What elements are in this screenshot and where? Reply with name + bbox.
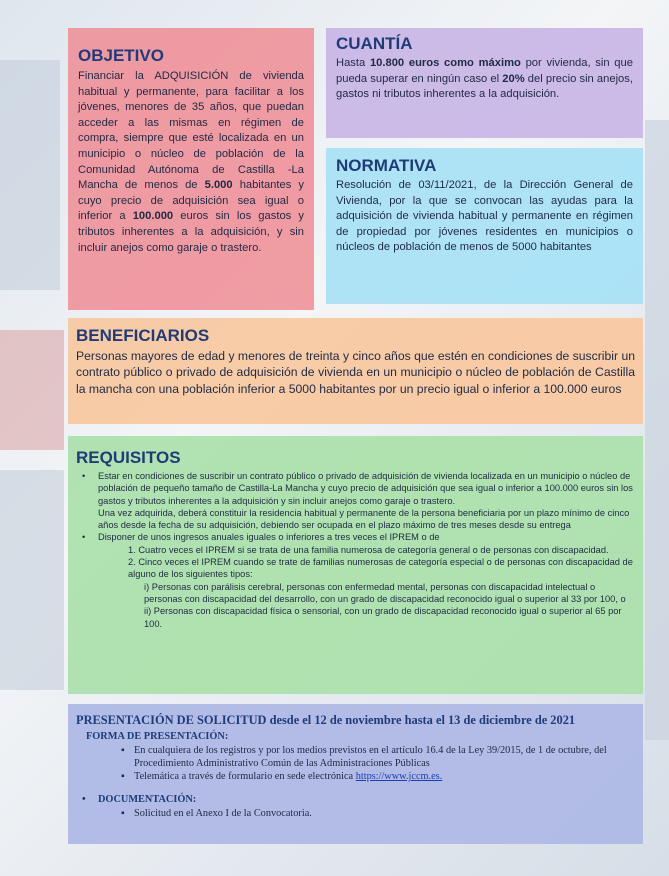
sede-electronica-link[interactable]: https://www.jccm.es. [355, 771, 443, 783]
cuantia-section [326, 28, 643, 138]
beneficiarios-title: BENEFICIARIOS [76, 326, 210, 345]
forma-label: FORMA DE PRESENTACIÓN: [86, 731, 229, 742]
presentacion-section [68, 704, 643, 844]
list-item: ▪ Telemática a través de formulario en sede electrónica https://www.jccm.es. [76, 770, 635, 783]
requisitos-section [68, 436, 643, 694]
documentacion-list [76, 807, 635, 820]
documentacion-label: • DOCUMENTACIÓN: [76, 794, 635, 805]
objetivo-text: Financiar la ADQUISICIÓN de vivienda habitual y permanente, para facilitar a los jóvenes, menores de 35 años, que puedan acceder a las mismas en régimen de compra, siempre que esté localizada en un municipio o núcleo de población de la Comunidad Autónoma de Castilla -La Mancha de menos de 5.000 habitantes y cuyo precio de adquisición sea igual o inferior a 100.000 euros sin los gastos y tributos inherentes a la adquisición, y sin incluir anejos como garaje o trastero. [78, 70, 304, 254]
normativa-title: NORMATIVA [336, 156, 437, 175]
requisitos-title: REQUISITOS [76, 448, 181, 467]
house-shape-decor [0, 470, 64, 690]
list-item: ▪ Solicitud en el Anexo I de la Convocatoria. [76, 807, 635, 820]
house-shape-decor [0, 330, 64, 450]
requisitos-list [76, 470, 635, 630]
forma-list [76, 744, 635, 784]
house-shape-decor [645, 120, 669, 740]
normativa-text: Resolución de 03/11/2021, de la Dirección General de Vivienda, por la que se convocan las ayudas para la adquisición de vivienda habitual y permanente en régimen de propiedad por jóvenes residentes en municipios o núcleos de población de menos de 5000 habitantes [336, 179, 633, 254]
presentacion-title: PRESENTACIÓN DE SOLICITUD desde el 12 de noviembre hasta el 13 de diciembre de 2021 [76, 713, 576, 727]
objetivo-section [68, 28, 314, 310]
list-item: ▪ En cualquiera de los registros y por los medios previstos en el artículo 16.4 de la Ley 39/2015, de 1 de octubre, del Procedimiento Administrativo Común de las Administraciones Públicas [76, 744, 635, 770]
cuantia-text: Hasta 10.800 euros como máximo por vivienda, sin que pueda superar en ningún caso el 20% del precio sin anejos, gastos ni tributos inherentes a la adquisición. [336, 57, 633, 101]
list-item: • Estar en condiciones de suscribir un contrato público o privado de adquisición de vivienda localizada en un municipio o núcleo de población de pequeño tamaño de Castilla-La Mancha y cuyo precio de adquisición que sea igual o inferior a 100.000 euros sin los gastos y tributos inherentes a la adquisición y sin incluir anejos como garaje o trastero. Una vez adquirida, deberá constituir la residencia habitual y permanente de la persona beneficiaria por un plazo mínimo de cinco años desde la fecha de su adquisición, debiendo ser ocupada en el plazo máximo de tres meses desde su entrega [76, 470, 635, 531]
objetivo-title: OBJETIVO [78, 46, 164, 65]
beneficiarios-section [68, 318, 643, 424]
sub-item: i) Personas con parálisis cerebral, personas con enfermedad mental, personas con discapacidad intelectual o personas con discapacidad del desarrollo, con un grado de discapacidad reconocido igual o superior al 33 por 100, o [144, 581, 626, 604]
sub-item: ii) Personas con discapacidad física o sensorial, con un grado de discapacidad reconocido igual o superior al 65 por 100. [144, 606, 622, 629]
beneficiarios-text: Personas mayores de edad y menores de treinta y cinco años que estén en condiciones de suscribir un contrato público o privado de adquisición de vivienda en un municipio o núcleo de población de Castilla la mancha con una población inferior a 5000 habitantes por un precio igual o inferior a 100.000 euros [76, 349, 635, 396]
house-shape-decor [0, 60, 60, 290]
list-item: • Disponer de unos ingresos anuales iguales o inferiores a tres veces el IPREM o de 1. Cuatro veces el IPREM si se trata de una familia numerosa de categoría general o de personas con discapacidad. 2. Cinco veces el IPREM cuando se trate de familias numerosas de categoría especial o de personas con discapacidad de alguno de los siguientes tipos: i) Personas con parálisis cerebral, personas con enfermedad mental, personas con discapacidad intelectual o personas con discapacidad del desarrollo, con un grado de discapacidad reconocido igual o superior al 33 por 100, o ii) Personas con discapacidad física o sensorial, con un grado de discapacidad reconocido igual o superior al 65 por 100. [76, 531, 635, 629]
cuantia-title: CUANTÍA [336, 34, 413, 53]
sub-item: 2. Cinco veces el IPREM cuando se trate de familias numerosas de categoría especial o de personas con discapacidad de alguno de los siguientes tipos: [128, 557, 633, 580]
normativa-section [326, 148, 643, 304]
sub-item: 1. Cuatro veces el IPREM si se trata de una familia numerosa de categoría general o de personas con discapacidad. [128, 544, 609, 555]
